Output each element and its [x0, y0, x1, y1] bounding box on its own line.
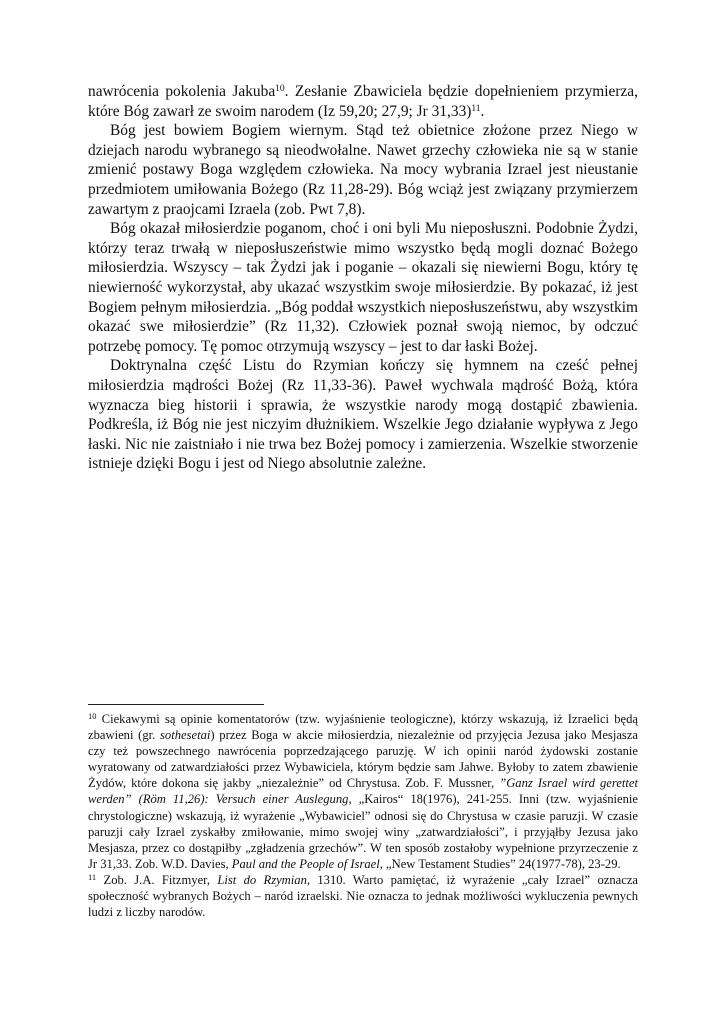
footnote-separator — [88, 704, 264, 705]
paragraph-1 — [88, 82, 638, 121]
fn10-text-1: Ciekawymi są opinie komentatorów (tzw. wyjaśnienie teologiczne), którzy wskazują, iż Izraelici będą zbawieni (gr. — [88, 712, 638, 743]
fn10-italic-2: ”Ganz Israel wird gerettet werden” (Röm 11,26): Versuch einer Auslegung — [88, 776, 639, 807]
paragraph-4: Doktrynalna część Listu do Rzymian kończy się hymnem na cześć pełnej miłosierdzia mądrości Bożej (Rz 11,33-36). Paweł wychwala mądrość Bożą, która wyznacza bieg historii i sprawia, że wszystkie narody mogą dostąpić zbawienia. Podkreśla, iż Bóg nie jest niczyim dłużnikiem. Wszelkie Jego działanie wypływa z Jego łaski. Nic nie zaistniało i nie trwa bez Bożej pomocy i zamierzenia. Wszelkie stworzenie istnieje dzięki Bogu i jest od Niego absolutnie zależne. — [88, 357, 638, 473]
fn10-italic-3: Paul and the People of Israel — [231, 856, 380, 871]
p1-text-a: nawrócenia pokolenia Jakuba — [88, 83, 276, 100]
paragraph-2: Bóg jest bowiem Bogiem wiernym. Stąd też obietnice złożone przez Niego w dziejach narodu wybranego są nieodwołalne. Nawet grzechy człowieka nie są w stanie zmienić postawy Boga względem człowieka. Na mocy wybrania Izrael jest nieustanie przedmiotem umiłowania Bożego (Rz 11,28-29). Bóg wciąż jest związany przymierzem zawartym z praojcami Izraela (zob. Pwt 7,8). — [88, 122, 638, 218]
fn11-text-2: , 1310. Warto pamiętać, iż wyrażenie „cały Izrael” oznacza społeczność wybranych Bożych – naród izraelski. Nie oznacza to jednak możliwości wykluczenia pewnych ludzi z liczby narodów. — [88, 872, 638, 920]
fn10-text-3: , „Kairos“ 18(1976), 241-255. Inni (tzw. wyjaśnienie chrystologiczne) wskazują, iż wyrażenie „Wybawiciel” odnosi się do Chrystusa w czasie paruzji. W czasie paruzji cały Izrael zyskałby zmiłowanie, mimo swojej winy „zatwardziałości”, i przyjąłby Jezusa jako Mesjasza, przez co dostąpiłby „zgładzenia grzechów”. W ten sposób zostałoby wypełnione przyrzeczenie z Jr 31,33. Zob. W.D. Davies, — [88, 792, 639, 871]
footnote-ref-11: 11 — [471, 103, 481, 114]
footnotes — [88, 704, 638, 920]
fn11-text-1: Zob. J.A. Fitzmyer, — [96, 872, 218, 887]
main-text — [88, 82, 638, 474]
footnote-11 — [88, 872, 638, 920]
paragraph-3: Bóg okazał miłosierdzie poganom, choć i oni byli Mu nieposłuszni. Podobnie Żydzi, którzy teraz trwałą w nieposłuszeństwie mimo wszystko będą mogli doznać Bożego miłosierdzia. Wszyscy – tak Żydzi jak i poganie – okazali się niewierni Bogu, który tę niewierność wykorzystał, aby ukazać wszystkim swoje miłosierdzie. By pokazać, iż jest Bogiem pełnym miłosierdzia. „Bóg poddał wszystkich nieposłuszeństwu, aby wszystkim okazać swe miłosierdzie” (Rz 11,32). Człowiek poznał swoją niemoc, by odczuć potrzebę pomocy. Tę pomoc otrzymują wszyscy – jest to dar łaski Bożej. — [88, 220, 638, 355]
footnote-ref-10: 10 — [275, 84, 285, 94]
footnote-number-10: 10 — [88, 711, 97, 721]
fn10-text-2: ) przez Boga w akcie miłosierdzia, niezależnie od przyjęcia Jezusa jako Mesjasza czy też powszechnego nawrócenia poprzedzającego paruzję. W ich opinii naród żydowski zostanie wyratowany od zatwardziałości przez Wybawiciela, którym będzie sam Jahwe. Byłoby to zatem zbawienie Żydów, które dokona się jakby „niezależnie” od Chrystusa. Zob. F. Mussner, — [88, 728, 639, 791]
fn10-text-4: , „New Testament Studies” 24(1977-78), 23-29. — [379, 856, 621, 871]
fn10-italic-1: sothesetai — [160, 728, 211, 743]
fn11-italic-1: List do Rzymian — [217, 872, 307, 887]
footnote-number-11: 11 — [88, 871, 97, 882]
p1-text-b: . Zesłanie Zbawiciela będzie dopełnieniem przymierza, które Bóg zawarł ze swoim narodem (Iz 59,20; 27,9; Jr 31,33) — [88, 83, 638, 120]
footnote-10 — [88, 711, 638, 872]
p1-text-c: . — [480, 102, 485, 120]
